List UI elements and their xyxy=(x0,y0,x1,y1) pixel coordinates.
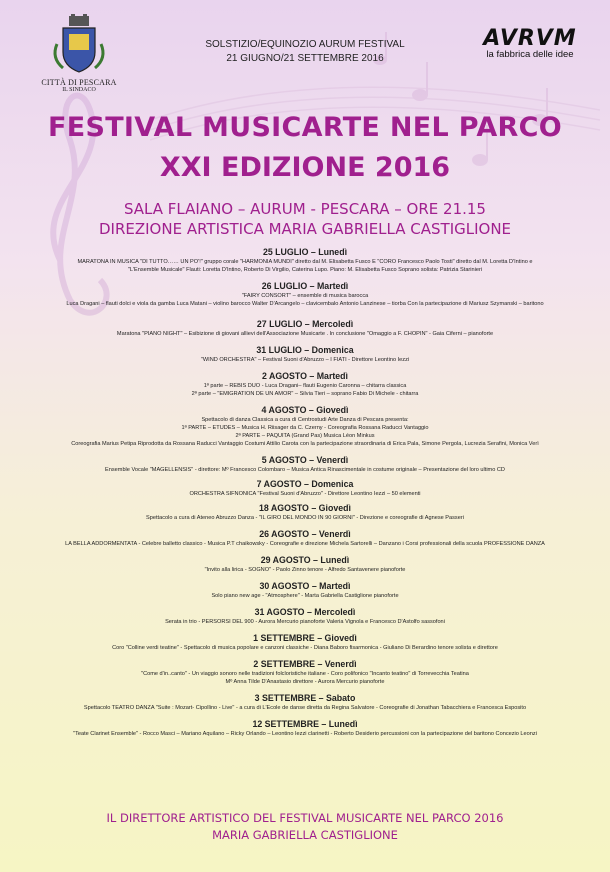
event-item xyxy=(20,318,590,338)
edition-title: XXI EDIZIONE 2016 xyxy=(159,152,451,183)
direction-line: DIREZIONE ARTISTICA MARIA GABRIELLA CASTIGLIONE xyxy=(98,220,512,238)
event-description: "WIND ORCHESTRA" – Festival Suoni d'Abruzzo – I FIATI - Direttore Leontino Iezzi xyxy=(200,357,410,363)
event-date: 25 LUGLIO – Lunedì xyxy=(262,247,348,257)
event-description: Coro "Colline verdi teatine" - Spettacolo di musica popolare e canzoni classiche - Diana Baboro fisarmonica - Giuliano Di Berardino tenore solista e direttore xyxy=(112,645,498,651)
event-date: 12 SETTEMBRE – Lunedì xyxy=(252,719,358,729)
event-description: "Invito alla lirica - SOGNO" - Paolo Zinno tenore - Alfredo Santavenere pianoforte xyxy=(204,567,406,573)
event-item xyxy=(20,502,590,522)
event-item xyxy=(20,370,590,398)
event-description: Ensemble Vocale "MAGELLENSIS" - direttore: Mº Francesco Colombaro – Musica Antica Rinascimentale in costume originale – Presentazione del loro ultimo CD xyxy=(105,467,505,473)
event-item xyxy=(20,718,590,738)
event-date: 26 LUGLIO – Martedì xyxy=(261,281,349,291)
event-description: LA BELLA ADDORMENTATA - Celebre balletto classico - Musica P.T chaikowsky - Coreografie e direzione Michela Sartorelli – Danzano i Corsi professionali della scuola PROFESSIONE DANZA xyxy=(65,541,545,547)
page-title: FESTIVAL MUSICARTE NEL PARCO xyxy=(47,112,562,143)
event-item xyxy=(20,580,590,600)
event-description: MARATONA IN MUSICA "DI TUTTO…… UN PO'!" gruppo corale "HARMONIA MUNDI" diretto dal M. Elisabetta Fusco E "CORO Francesco Paolo Tosti" diretto dal M. Loretta D'Intino e xyxy=(77,259,533,265)
event-date: 31 AGOSTO – Mercoledì xyxy=(254,607,356,617)
event-description: 2ª parte – "EMIGRATION DE UN AMOR" – Silvia Tieri – soprano Fabio Di Michele - chitarra xyxy=(191,391,419,397)
event-description: Luca Dragani – flauti dolci e viola da gamba Luca Matani – violino barocco Walter D'Arcangelo – clavicembalo Antonio Lanzinese – tiorba Con la partecipazione di Mariusz Szymanski – baritono xyxy=(66,301,544,307)
event-date: 30 AGOSTO – Martedì xyxy=(259,581,351,591)
festival-line: SOLSTIZIO/EQUINOZIO AURUM FESTIVAL xyxy=(205,39,405,50)
event-description: Serata in trio - PERSORSI DEL 900 - Aurora Mercurio pianoforte Valeria Vignola e Francesco D'Astolfo sassofoni xyxy=(165,619,445,625)
aurum-brand xyxy=(470,26,590,60)
event-item xyxy=(20,246,590,274)
event-date: 29 AGOSTO – Lunedì xyxy=(260,555,350,565)
event-date: 27 LUGLIO – Mercoledì xyxy=(256,319,354,329)
crest-emblem-icon xyxy=(49,14,109,76)
event-date: 5 AGOSTO – Venerdì xyxy=(261,455,349,465)
event-item xyxy=(20,692,590,712)
event-description: 2ª PARTE – PAQUITA (Grand Pas) Musica Léon Minkus xyxy=(235,433,375,439)
event-date: 3 SETTEMBRE – Sabato xyxy=(254,693,356,703)
event-description: "Come d'in..canto" - Un viaggio sonoro nelle tradizioni folcloristiche italiane - Coro polifonico "Incanto teatino" di Torrevecchia Teatina xyxy=(141,671,469,677)
event-description: 1ª PARTE – ETUDES – Musica H. Riisager da C. Czerny - Coreografia Rossana Raducci Vantaggio xyxy=(181,425,429,431)
event-item xyxy=(20,606,590,626)
event-description: Mº Anna Tilde D'Anastasio direttore - Aurora Mercurio pianoforte xyxy=(225,679,385,685)
event-description: "FAIRY CONSORT" – ensemble di musica barocca xyxy=(241,293,369,299)
event-item xyxy=(20,658,590,686)
event-date: 7 AGOSTO – Domenica xyxy=(256,479,354,489)
event-item xyxy=(20,404,590,448)
event-item xyxy=(20,528,590,548)
event-description: Maratona "PIANO NIGHT" – Esibizione di giovani allievi dell'Associazione Musicarte . In conclusione "Omaggio a F. CHOPIN" - Gaia Ciferni – pianoforte xyxy=(116,331,494,337)
footer-line-2: MARIA GABRIELLA CASTIGLIONE xyxy=(212,828,398,842)
event-date: 2 SETTEMBRE – Venerdì xyxy=(253,659,357,669)
festival-dates: 21 GIUGNO/21 SETTEMBRE 2016 xyxy=(226,53,384,64)
event-date: 4 AGOSTO – Giovedì xyxy=(261,405,349,415)
event-item xyxy=(20,554,590,574)
event-description: "Teate Clarinet Ensemble" - Rocco Masci – Mariano Aquilano – Ricky Orlando – Leontino Iezzi clarinetti - Roberto Desiderio percussioni con la partecipazione del baritono Concezio Leonzi xyxy=(73,731,537,737)
festival-header xyxy=(180,38,430,66)
city-crest xyxy=(34,14,124,93)
event-date: 2 AGOSTO – Martedì xyxy=(261,371,349,381)
event-list xyxy=(20,246,590,738)
event-item xyxy=(20,454,590,474)
event-description: 1ª parte – REBIS DUO - Luca Dragani– flauti Eugenio Caronna – chitarra classica xyxy=(203,383,407,389)
event-description: Coreografia Marius Petipa Riprodotta da Rossana Raducci Vantaggio Costumi Attilio Carota con la partecipazione straordinaria di Erica Pala, Simone Pergola, Lucrezia Serafini, Monica Verì xyxy=(71,441,539,447)
event-item xyxy=(20,344,590,364)
event-description: ORCHESTRA SIFNONICA "Festival Suoni d'Abruzzo" - Direttore Leontino Iezzi – 50 elementi xyxy=(189,491,421,497)
city-role: IL SINDACO xyxy=(62,87,96,93)
event-item xyxy=(20,280,590,308)
event-description: Spettacolo a cura di Ateneo Abruzzo Danza - "IL GIRO DEL MONDO IN 90 GIORNI" - Direzione e coreografie di Agnese Passeri xyxy=(146,515,464,521)
city-name: CITTÀ DI PESCARA xyxy=(41,78,117,87)
footer-line-1: IL DIRETTORE ARTISTICO DEL FESTIVAL MUSICARTE NEL PARCO 2016 xyxy=(106,811,504,825)
event-description: Spettacolo di danza Classica a cura di Centrostudi Arte Danza di Pescara presenta: xyxy=(201,417,409,423)
event-date: 26 AGOSTO – Venerdì xyxy=(259,529,351,539)
event-description: "L'Ensemble Musicale" Flauti: Loretta D'Intino, Roberto Di Virgilio, Caterina Lupo. Piano: M. Elisabetta Fusco Soprano solista: Patrizia Starinieri xyxy=(127,267,483,273)
footer xyxy=(0,810,610,844)
aurum-tagline: la fabbrica delle idee xyxy=(486,49,574,60)
event-date: 18 AGOSTO – Giovedì xyxy=(259,503,351,513)
venue-line: SALA FLAIANO – AURUM - PESCARA – ORE 21.15 xyxy=(124,200,486,218)
event-item xyxy=(20,478,590,498)
aurum-logo: AVRVM xyxy=(483,26,577,51)
event-description: Solo piano new age - "Atmosphere" - Marta Gabriella Castiglione pianoforte xyxy=(211,593,399,599)
event-date: 31 LUGLIO – Domenica xyxy=(256,345,354,355)
event-item xyxy=(20,632,590,652)
event-description: Spettacolo TEATRO DANZA "Suite : Mozart- Cipollino - Live" - a cura di L'Ecole de danse diretta da Regina Salvatore - Coreografie di Jonathan Tabacchiera e Francesca Esposito xyxy=(83,705,527,711)
event-date: 1 SETTEMBRE – Giovedì xyxy=(253,633,357,643)
